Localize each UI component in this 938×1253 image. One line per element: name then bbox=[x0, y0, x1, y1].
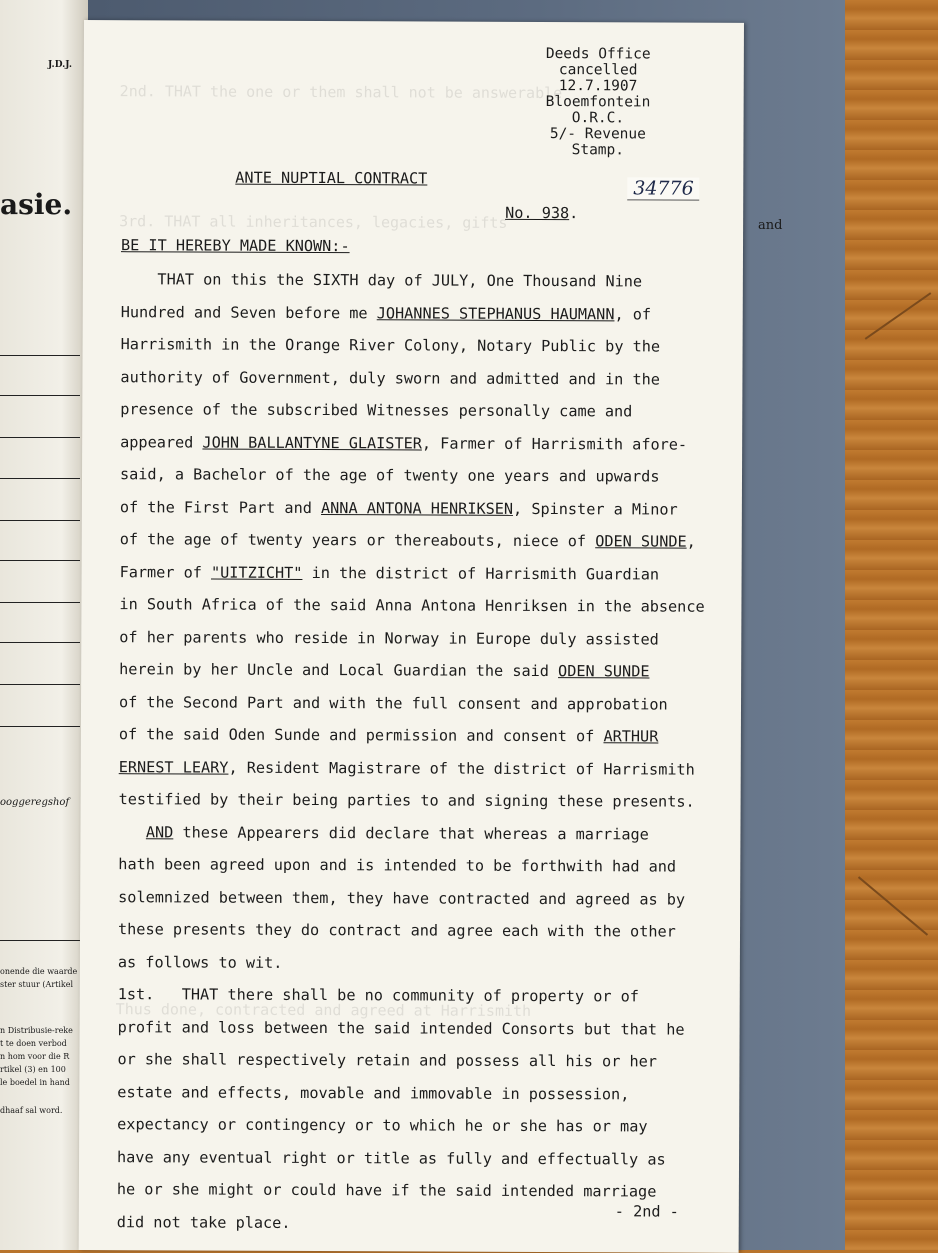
text-segment: solemnized between them, they have contracted and agreed as by bbox=[118, 887, 686, 909]
text-segment: have any eventual right or title as fully and effectually as bbox=[117, 1147, 666, 1169]
underlined-name: ARTHUR bbox=[603, 727, 659, 746]
contract-text-line bbox=[117, 1213, 291, 1232]
left-page-rule bbox=[0, 684, 80, 685]
contract-text-line bbox=[118, 985, 639, 1005]
handwritten-file-number: 34776 bbox=[627, 177, 700, 200]
text-segment: Harrismith in the Orange River Colony, Notary Public by the bbox=[120, 335, 661, 356]
text-segment: , of bbox=[614, 304, 652, 323]
underlined-name: JOHANNES STEPHANUS HAUMANN bbox=[376, 303, 615, 323]
contract-text-line bbox=[117, 1180, 657, 1200]
text-segment: presence of the subscribed Witnesses personally came and bbox=[120, 400, 633, 421]
text-segment: herein by her Uncle and Local Guardian the said bbox=[119, 660, 559, 681]
contract-text-line bbox=[118, 1018, 685, 1038]
text-segment: in the district of Harrismith Guardian bbox=[302, 563, 660, 584]
contract-text-line bbox=[120, 368, 660, 388]
stamp-line: 5/- Revenue bbox=[549, 126, 646, 143]
text-segment: authority of Government, duly sworn and admitted and in the bbox=[120, 367, 660, 389]
text-segment: testified by their being parties to and signing these presents. bbox=[118, 790, 695, 811]
previous-page bbox=[0, 0, 88, 1250]
contract-text-line bbox=[120, 433, 687, 453]
contract-text-line bbox=[119, 725, 659, 745]
text-segment: of the First Part and bbox=[119, 497, 322, 517]
contract-text-line bbox=[117, 1050, 657, 1070]
left-page-corner-mark: J.D.J. bbox=[48, 60, 73, 70]
text-segment: profit and loss between the said intended Consorts but that he bbox=[117, 1017, 685, 1039]
left-page-rule bbox=[0, 437, 80, 438]
contract-text-line bbox=[118, 920, 676, 940]
left-page-small-line: t te doen verbod bbox=[0, 1039, 67, 1048]
text-segment: THAT on this the SIXTH day of JULY, One Thousand Nine bbox=[120, 270, 643, 291]
show-through-text: 3rd. THAT all inheritances, legacies, gifts bbox=[119, 212, 508, 232]
text-segment: Farmer of bbox=[119, 562, 212, 582]
contract-text-line bbox=[117, 1115, 647, 1135]
contract-number-suffix: . bbox=[569, 204, 579, 223]
contract-text-line bbox=[118, 823, 648, 843]
stamp-line: Bloemfontein bbox=[545, 94, 651, 111]
wood-grain-line bbox=[865, 292, 932, 340]
contract-text-line bbox=[121, 335, 661, 355]
show-through-text: Thus done, contracted and agreed at Harrismith bbox=[115, 1000, 532, 1020]
contract-text-line bbox=[120, 563, 660, 583]
contract-text-line bbox=[120, 400, 632, 420]
contract-sheet bbox=[79, 20, 744, 1253]
left-page-small-line: onende die waarde bbox=[0, 967, 78, 976]
contract-text-line bbox=[119, 660, 649, 680]
stamp-line: 12.7.1907 bbox=[558, 78, 638, 95]
text-segment: as follows to wit. bbox=[117, 952, 283, 972]
contract-text-line bbox=[119, 693, 668, 713]
underlined-name: "UITZICHT" bbox=[210, 563, 303, 582]
contract-text-line bbox=[118, 953, 283, 972]
left-page-rule bbox=[0, 642, 80, 643]
text-segment: did not take place. bbox=[116, 1212, 291, 1232]
contract-text-line bbox=[121, 270, 642, 290]
contract-number-label: No. 938 bbox=[505, 203, 570, 223]
text-segment: , bbox=[686, 532, 696, 551]
contract-text-line bbox=[117, 1083, 629, 1103]
underlined-name: AND bbox=[145, 822, 174, 841]
text-segment: estate and effects, movable and immovable in possession, bbox=[117, 1082, 630, 1103]
underlined-name: ERNEST LEARY bbox=[118, 757, 229, 777]
text-segment: of the Second Part and with the full consent and approbation bbox=[118, 692, 668, 714]
left-page-small-line: le boedel in hand bbox=[0, 1078, 70, 1087]
left-page-small-line: rtikel (3) en 100 bbox=[0, 1065, 66, 1074]
page-continuation-marker: - 2nd - bbox=[614, 1202, 679, 1221]
contract-text-line bbox=[118, 855, 676, 875]
folder-visible-word: and bbox=[758, 218, 783, 233]
left-page-rule bbox=[0, 560, 80, 561]
contract-text-line bbox=[121, 303, 651, 323]
contract-text-line bbox=[120, 530, 696, 551]
left-page-small-line: ster stuur (Artikel bbox=[0, 980, 74, 989]
contract-number bbox=[505, 204, 578, 222]
left-page-italic-fragment: ooggeregshof bbox=[0, 797, 70, 808]
text-segment: of the age of twenty years or thereabouts, niece of bbox=[119, 530, 596, 551]
text-segment: , Spinster a Minor bbox=[513, 499, 678, 519]
opening-heading: BE IT HEREBY MADE KNOWN:- bbox=[120, 236, 350, 256]
contract-text-line bbox=[120, 465, 660, 485]
left-page-heading-fragment: asie. bbox=[0, 188, 73, 221]
wood-grain-line bbox=[858, 876, 928, 935]
contract-text-line bbox=[119, 628, 659, 648]
text-segment: Hundred and Seven before me bbox=[120, 302, 377, 322]
text-segment: 1st. THAT there shall be no community of property or of bbox=[117, 985, 639, 1006]
text-segment: these Appearers did declare that whereas a marriage bbox=[173, 822, 649, 843]
underlined-name: ODEN SUNDE bbox=[558, 662, 650, 681]
text-segment: , Farmer of Harrismith afore- bbox=[421, 433, 688, 454]
underlined-name: JOHN BALLANTYNE GLAISTER bbox=[202, 433, 422, 452]
stamp-line: Deeds Office bbox=[545, 46, 651, 63]
text-segment: said, a Bachelor of the age of twenty one years and upwards bbox=[119, 465, 660, 486]
deeds-office-stamp bbox=[545, 46, 650, 158]
left-page-small-line: dhaaf sal word. bbox=[0, 1106, 63, 1115]
left-page-rule bbox=[0, 520, 80, 521]
left-page-rule bbox=[0, 726, 80, 727]
left-page-rule bbox=[0, 355, 80, 356]
contract-text-line bbox=[119, 595, 704, 616]
left-page-rule bbox=[0, 602, 80, 603]
text-segment bbox=[118, 823, 146, 841]
contract-text-line bbox=[119, 758, 695, 779]
contract-text-line bbox=[117, 1148, 666, 1168]
left-page-rule bbox=[0, 395, 80, 396]
text-segment: he or she might or could have if the said intended marriage bbox=[116, 1180, 657, 1201]
document-title: ANTE NUPTIAL CONTRACT bbox=[235, 168, 428, 188]
contract-text-line bbox=[119, 790, 695, 811]
text-segment: appeared bbox=[120, 432, 203, 452]
text-segment: of her parents who reside in Norway in Europe duly assisted bbox=[119, 627, 659, 649]
stamp-line: O.R.C. bbox=[571, 110, 625, 127]
text-segment: , Resident Magistrare of the district of Harrismith bbox=[228, 758, 695, 779]
show-through-text: 2nd. THAT the one or them shall not be answerable bbox=[119, 82, 563, 103]
underlined-name: ODEN SUNDE bbox=[595, 532, 687, 551]
left-page-small-line: n hom voor die R bbox=[0, 1052, 70, 1061]
contract-text-line bbox=[120, 498, 678, 518]
left-page-rule bbox=[0, 940, 80, 941]
text-segment: of the said Oden Sunde and permission and consent of bbox=[118, 725, 604, 746]
text-segment: hath been agreed upon and is intended to be forthwith had and bbox=[118, 855, 677, 876]
text-segment: or she shall respectively retain and possess all his or her bbox=[117, 1050, 657, 1071]
text-segment: in South Africa of the said Anna Antona Henriksen in the absence bbox=[119, 595, 705, 616]
stamp-line: cancelled bbox=[558, 62, 638, 79]
left-page-small-line: n Distribusie-reke bbox=[0, 1026, 73, 1035]
stamp-line: Stamp. bbox=[571, 142, 625, 159]
contract-text-line bbox=[118, 888, 685, 908]
left-page-rule bbox=[0, 478, 80, 479]
text-segment: expectancy or contingency or to which he or she has or may bbox=[117, 1115, 648, 1136]
underlined-name: ANNA ANTONA HENRIKSEN bbox=[321, 498, 514, 518]
text-segment: these presents they do contract and agree each with the other bbox=[117, 920, 676, 941]
